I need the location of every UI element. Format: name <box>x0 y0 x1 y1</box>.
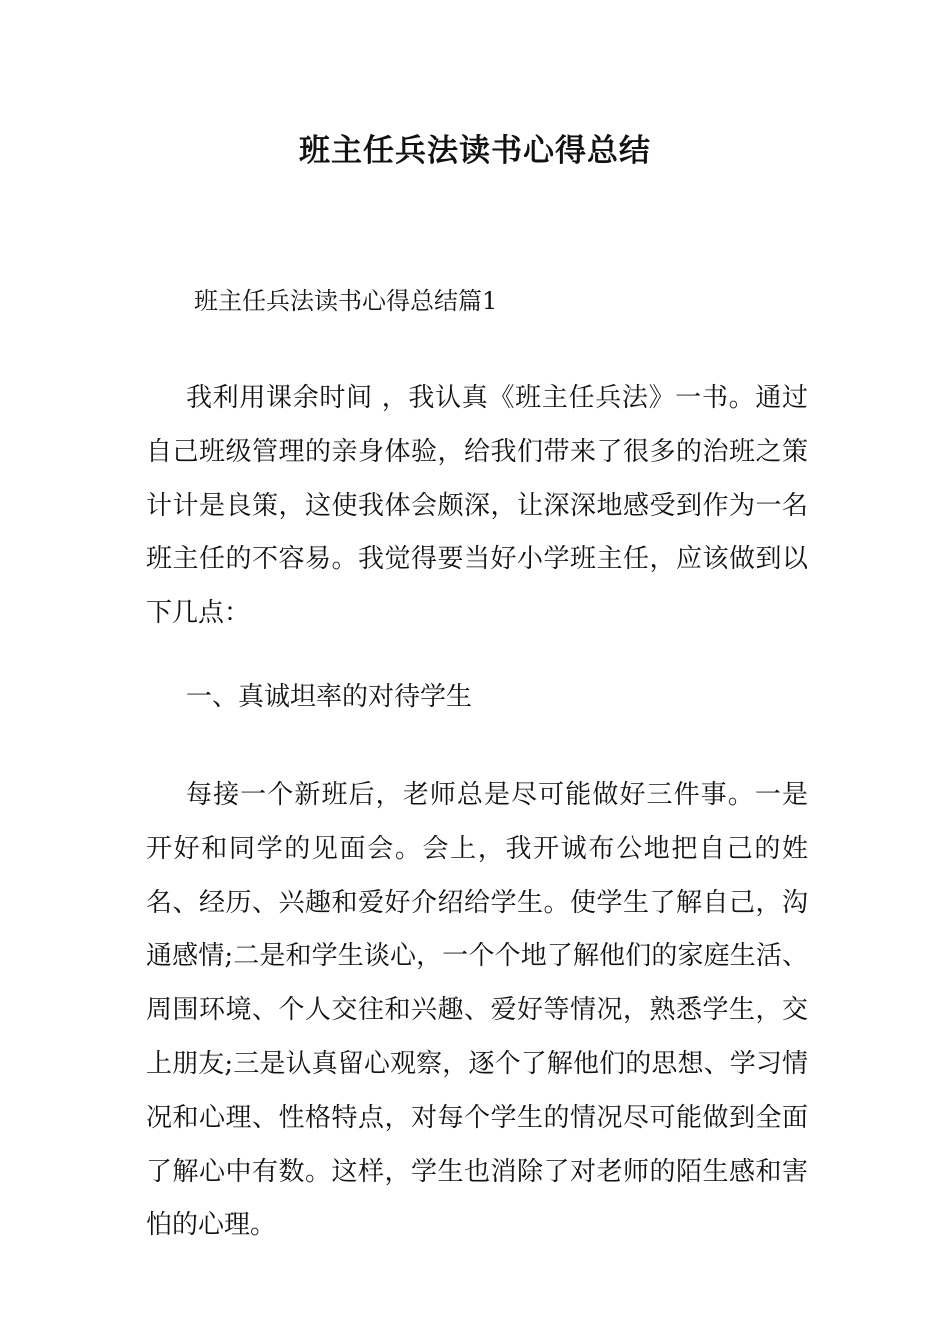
section-heading-1: 一、真诚坦率的对待学生 <box>186 682 473 712</box>
paragraph-intro: 我利用课余时间 ，我认真《班主任兵法》一书。通过自己班级管理的亲身体验，给我们带来了很多的治班之策计计是良策，这使我体会颇深，让深深地感受到作为一名班主任的不容易。我觉得要当好小学班主任，应该做到以下几点： <box>146 383 808 629</box>
document-title: 班主任兵法读书心得总结 <box>299 133 651 169</box>
section-subtitle: 班主任兵法读书心得总结篇1 <box>194 287 498 315</box>
paragraph-section-1: 每接一个新班后，老师总是尽可能做好三件事。一是开好和同学的见面会。会上，我开诚布公地把自己的姓名、经历、兴趣和爱好介绍给学生。使学生了解自己，沟通感情;二是和学生谈心，一个个地了解他们的家庭生活、周围环境、个人交往和兴趣、爱好等情况，熟悉学生，交上朋友;三是认真留心观察，逐个了解他们的思想、学习情况和心理、性格特点，对每个学生的情况尽可能做到全面了解心中有数。这样，学生也消除了对老师的陌生感和害怕的心理。 <box>146 780 808 1241</box>
